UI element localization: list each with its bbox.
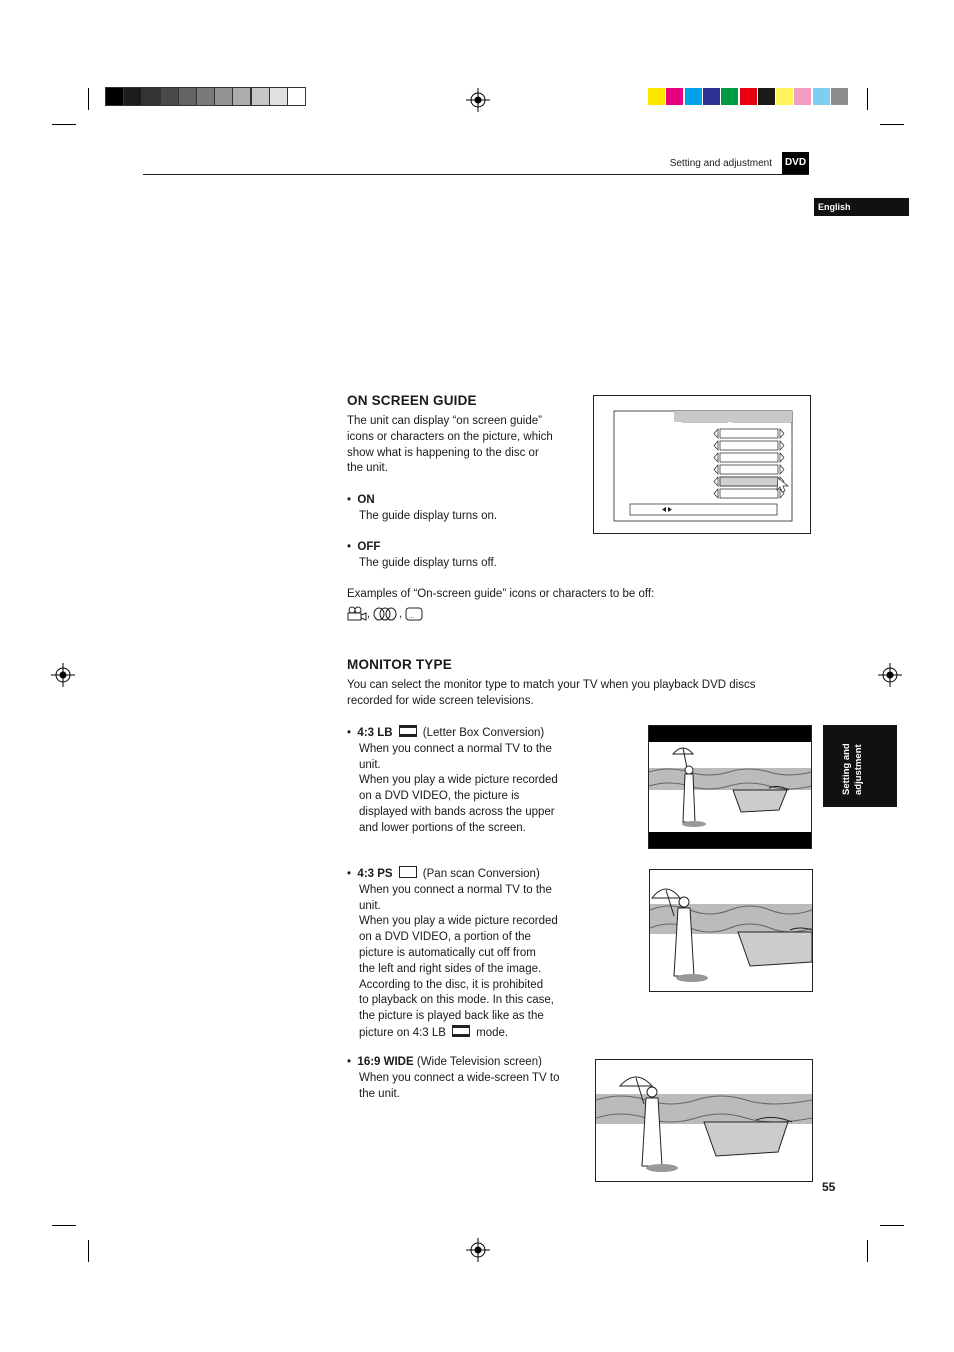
side-tab [823,725,897,807]
calibration-swatch [703,88,720,105]
examples-text: Examples of “On-screen guide” icons or characters to be off: [347,588,655,600]
camera-angle-icon [347,606,367,622]
calibration-swatch [124,88,141,105]
on-screen-guide-intro: The unit can display “on screen guide” icons or characters on the picture, which show what is happening to the disc or the unit. [347,415,553,475]
calibration-swatch [794,88,811,105]
on-screen-guide-heading: ON SCREEN GUIDE [347,393,477,408]
calibration-swatch [685,88,702,105]
calibration-swatch [215,88,232,105]
subtitle-icon [405,607,423,621]
calibration-swatch [758,88,775,105]
off-option: • OFF The guide display turns off. [347,541,497,569]
monitor-type-heading: MONITOR TYPE [347,657,452,672]
calibration-swatch [233,88,250,105]
page-number: 55 [822,1180,836,1194]
calibration-swatch [721,88,738,105]
option-169-wide: • 16:9 WIDE (Wide Television screen) When you connect a wide-screen TV to the unit. [347,1056,560,1100]
calibration-swatch [813,88,830,105]
calibration-swatch [740,88,757,105]
calibration-swatch [831,88,848,105]
registration-mark-icon [466,1238,490,1262]
svg-text:...: ... [409,614,415,620]
crop-mark [867,1240,868,1262]
letterbox-icon [452,1025,470,1037]
on-screen-menu-illustration [593,395,811,534]
audio-track-icon [373,607,399,621]
crop-mark [88,88,89,110]
option-43-lb: • 4:3 LB (Letter Box Conversion) When you connect a normal TV to the unit. When you play a wide picture recorded on a DVD VIDEO, the picture is displayed with bands across the upper and lower portions of the screen. [347,727,558,834]
language-tab: English [814,198,909,216]
crop-mark [880,124,904,125]
calibration-swatch [106,88,123,105]
calibration-swatch [252,88,269,105]
registration-mark-icon [51,663,75,687]
option-43-ps: • 4:3 PS (Pan scan Conversion) When you connect a normal TV to the unit. When you play a wide picture recorded on a DVD VIDEO, a portion of the picture is automatically cut off from the left and right sides of the image. According to the disc, it is prohibited to playback on this mode. In this case, the picture is played back like as the picture on 4:3 LB mode. [347,868,558,1039]
side-tab-line1: Setting and [841,743,852,795]
header-section-title: Setting and adjustment [669,158,772,169]
side-tab-line2: adjustment [853,744,864,795]
wide-illustration [595,1059,813,1182]
calibration-swatch [179,88,196,105]
monitor-type-intro: You can select the monitor type to match your TV when you playback DVD discs recorded for wide screen televisions. [347,679,756,707]
crop-mark [52,124,76,125]
calibration-swatch [197,88,214,105]
calibration-swatch [666,88,683,105]
header-rule [143,174,809,175]
calibration-swatch [776,88,793,105]
crop-mark [867,88,868,110]
crop-mark [52,1225,76,1226]
calibration-swatch [288,88,305,105]
crop-mark [88,1240,89,1262]
pan-scan-illustration [649,869,813,992]
pan-scan-icon [399,866,417,878]
calibration-swatch [648,88,665,105]
letterbox-illustration [648,725,812,849]
letterbox-icon [399,725,417,737]
crop-mark [880,1225,904,1226]
calibration-swatch [142,88,159,105]
registration-mark-icon [466,88,490,112]
dvd-badge: DVD [782,152,809,174]
calibration-swatch [270,88,287,105]
calibration-swatch [161,88,178,105]
on-option: • ON The guide display turns on. [347,494,498,522]
registration-mark-icon [878,663,902,687]
example-icons: , , ... [347,606,423,622]
